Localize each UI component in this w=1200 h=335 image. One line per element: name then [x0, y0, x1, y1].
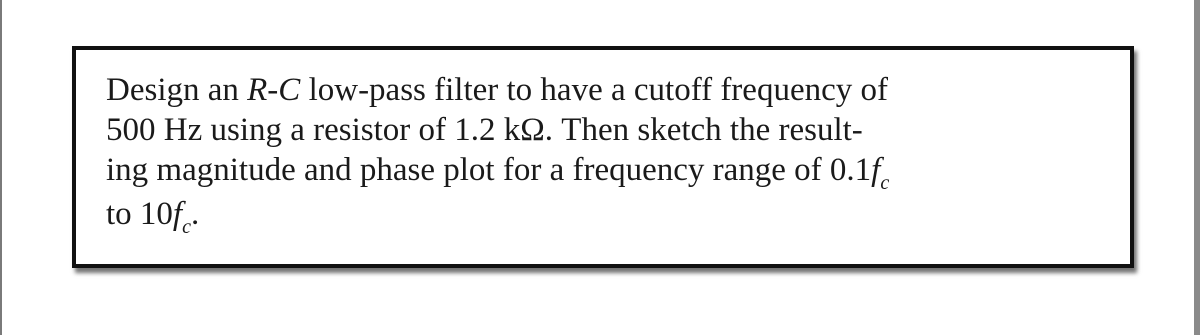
line1-pre: Design an — [106, 72, 248, 108]
problem-line-3 — [106, 150, 1106, 194]
right-frame-edge — [1194, 0, 1200, 335]
c-subscript: c — [182, 216, 191, 238]
left-frame-edge — [0, 0, 2, 335]
c-subscript: c — [880, 172, 890, 194]
line3-pre: ing magnitude and phase plot for a frequency range of 0.1 — [106, 152, 872, 188]
problem-line-4 — [106, 194, 1106, 238]
line1-post: low-pass filter to have a cutoff frequency of — [300, 72, 888, 108]
problem-line-1 — [106, 70, 1106, 110]
line4-post: . — [190, 196, 200, 232]
problem-statement — [106, 70, 1106, 238]
f-symbol: f — [871, 152, 881, 188]
problem-box — [72, 46, 1134, 268]
problem-line-2: 500 Hz using a resistor of 1.2 kΩ. Then sketch the result- — [106, 112, 863, 148]
f-symbol: f — [172, 196, 183, 232]
line4-pre: to 10 — [106, 196, 173, 232]
rc-term: R-C — [247, 72, 301, 108]
